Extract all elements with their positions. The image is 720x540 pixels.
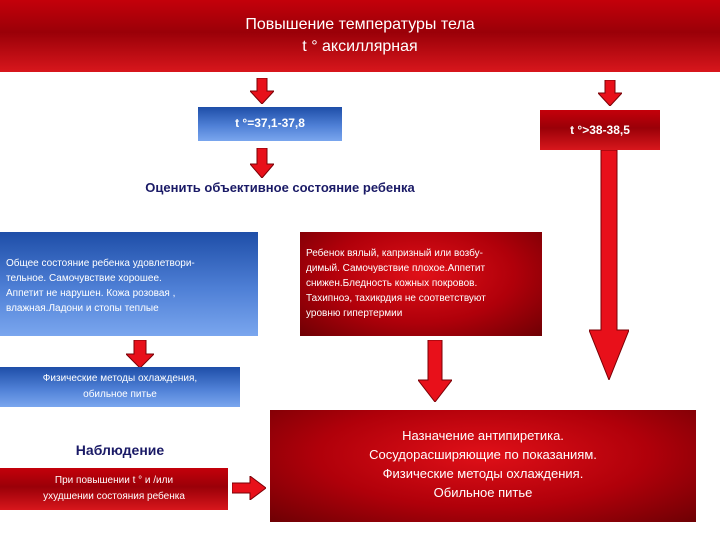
physical-methods-line1: Физические методы охлаждения, xyxy=(42,373,198,384)
treatment-line-1: Назначение антипиретика. xyxy=(402,428,564,443)
escalation-line1: При повышении t ° и /или xyxy=(54,475,174,486)
bad-state-line-5: уровню гипертермии xyxy=(306,308,403,319)
arrow-good-to-physical xyxy=(126,340,154,368)
bad-state-line-3: снижен.Бледность кожных покровов. xyxy=(306,278,478,289)
range-low-box xyxy=(198,107,342,141)
treatment-line-3: Физические методы охлаждения. xyxy=(382,466,584,481)
arrow-high-to-treatment xyxy=(589,150,629,380)
range-high-box xyxy=(540,110,660,150)
bad-state-line-4: Тахипноэ, тахикрдия не соответствуют xyxy=(306,293,486,304)
treatment-line-4: Обильное питье xyxy=(433,485,533,500)
physical-methods-line2: обильное питье xyxy=(83,389,157,400)
bad-state-line-1: Ребенок вялый, капризный или возбу- xyxy=(306,248,483,259)
assess-label: Оценить объективное состояние ребенка xyxy=(145,180,415,195)
good-state-line-4: влажная.Ладони и стопы теплые xyxy=(6,303,159,314)
range-high-label: t °>38-38,5 xyxy=(570,123,630,137)
range-low-label: t °=37,1-37,8 xyxy=(235,116,305,130)
physical-methods-box xyxy=(0,367,240,407)
bad-state-box xyxy=(300,232,542,336)
arrow-low-to-assess xyxy=(250,148,274,178)
header-title-line2: t ° аксиллярная xyxy=(302,38,418,55)
good-state-line-2: тельное. Самочувствие хорошее. xyxy=(6,273,162,284)
arrow-header-to-high xyxy=(598,80,622,106)
good-state-line-1: Общее состояние ребенка удовлетвори- xyxy=(6,258,195,269)
arrow-escalation-to-treatment xyxy=(232,476,266,500)
observation-label: Наблюдение xyxy=(75,442,165,458)
escalation-box xyxy=(0,468,228,510)
header-banner xyxy=(0,0,720,72)
arrow-header-to-low xyxy=(250,78,274,104)
treatment-line-2: Сосудорасширяющие по показаниям. xyxy=(369,447,597,462)
good-state-box xyxy=(0,232,258,336)
treatment-box xyxy=(270,410,696,522)
header-title-line1: Повышение температуры тела xyxy=(245,16,475,33)
good-state-line-3: Аппетит не нарушен. Кожа розовая , xyxy=(6,288,176,299)
bad-state-line-2: димый. Самочувствие плохое.Аппетит xyxy=(306,263,486,274)
arrow-bad-to-treatment xyxy=(418,340,452,402)
escalation-line2: ухудшении состояния ребенка xyxy=(43,491,185,502)
